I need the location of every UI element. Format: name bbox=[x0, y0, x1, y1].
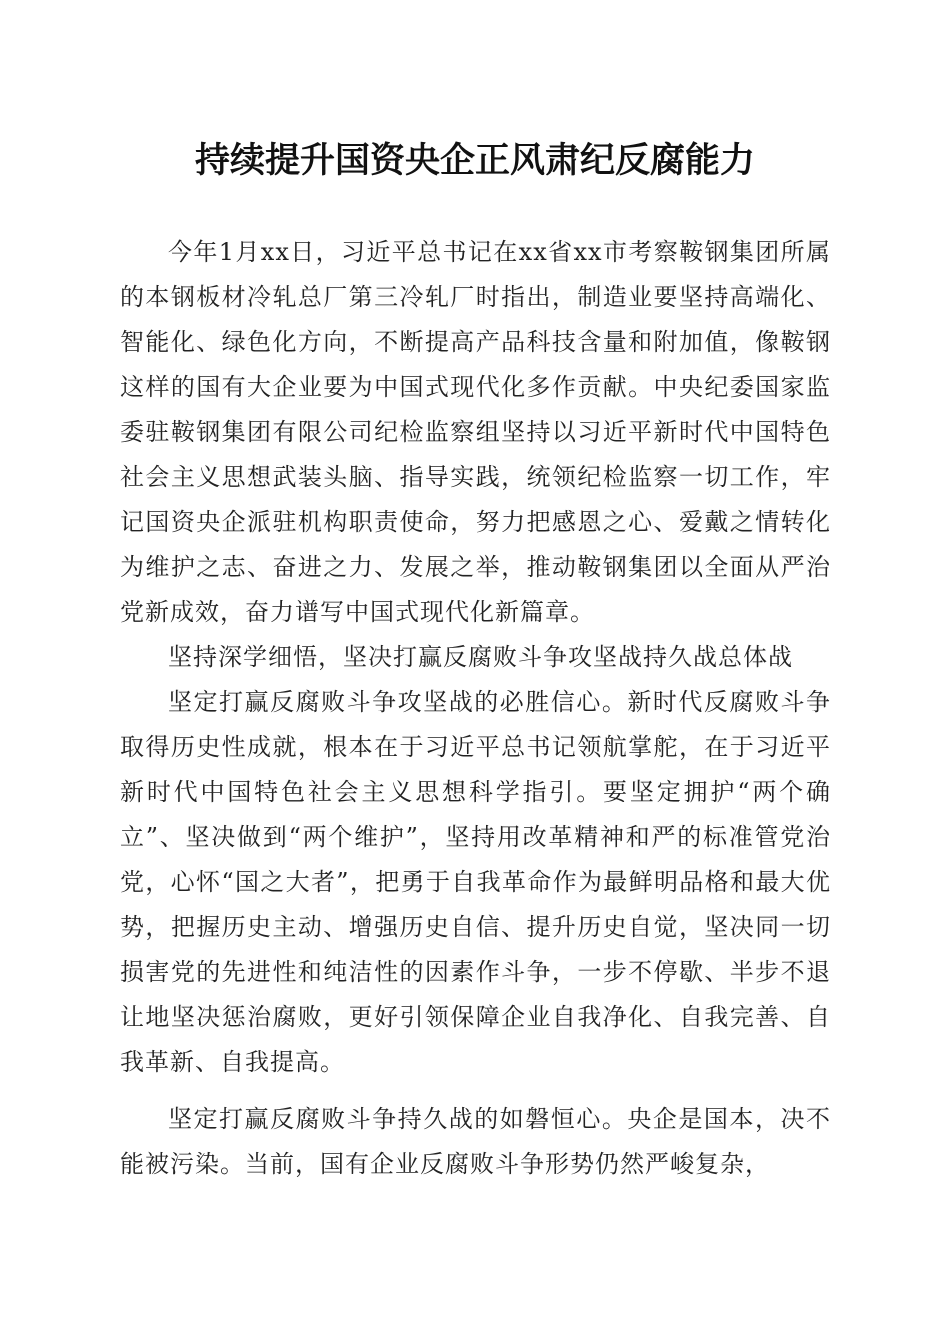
paragraph-perseverance: 坚定打赢反腐败斗争持久战的如磐恒心。央企是国本，决不能被污染。当前，国有企业反腐败斗争形势仍然严峻复杂， bbox=[120, 1105, 831, 1178]
document-body bbox=[120, 230, 831, 1187]
section-heading: 坚持深学细悟，坚决打赢反腐败斗争攻坚战持久战总体战 bbox=[168, 643, 793, 671]
paragraph-intro: 今年1月xx日，习近平总书记在xx省xx市考察鞍钢集团所属的本钢板材冷轧总厂第三冷轧厂时指出，制造业要坚持高端化、智能化、绿色化方向，不断提高产品科技含量和附加值，像鞍钢这样的国有大企业要为中国式现代化多作贡献。中央纪委国家监委驻鞍钢集团有限公司纪检监察组坚持以习近平新时代中国特色社会主义思想武装头脑、指导实践，统领纪检监察一切工作，牢记国资央企派驻机构职责使命，努力把感恩之心、爱戴之情转化为维护之志、奋进之力、发展之举，推动鞍钢集团以全面从严治党新成效，奋力谱写中国式现代化新篇章。 bbox=[120, 238, 831, 626]
paragraph-confidence: 坚定打赢反腐败斗争攻坚战的必胜信心。新时代反腐败斗争取得历史性成就，根本在于习近平总书记领航掌舵，在于习近平新时代中国特色社会主义思想科学指引。要坚定拥护“两个确立”、坚决做到“两个维护”，坚持用改革精神和严的标准管党治党，心怀“国之大者”，把勇于自我革命作为最鲜明品格和最大优势，把握历史主动、增强历史自信、提升历史自觉，坚决同一切损害党的先进性和纯洁性的因素作斗争，一步不停歇、半步不退让地坚决惩治腐败，更好引领保障企业自我净化、自我完善、自我革新、自我提高。 bbox=[120, 688, 831, 1076]
document-title: 持续提升国资央企正风肃纪反腐能力 bbox=[194, 140, 755, 181]
